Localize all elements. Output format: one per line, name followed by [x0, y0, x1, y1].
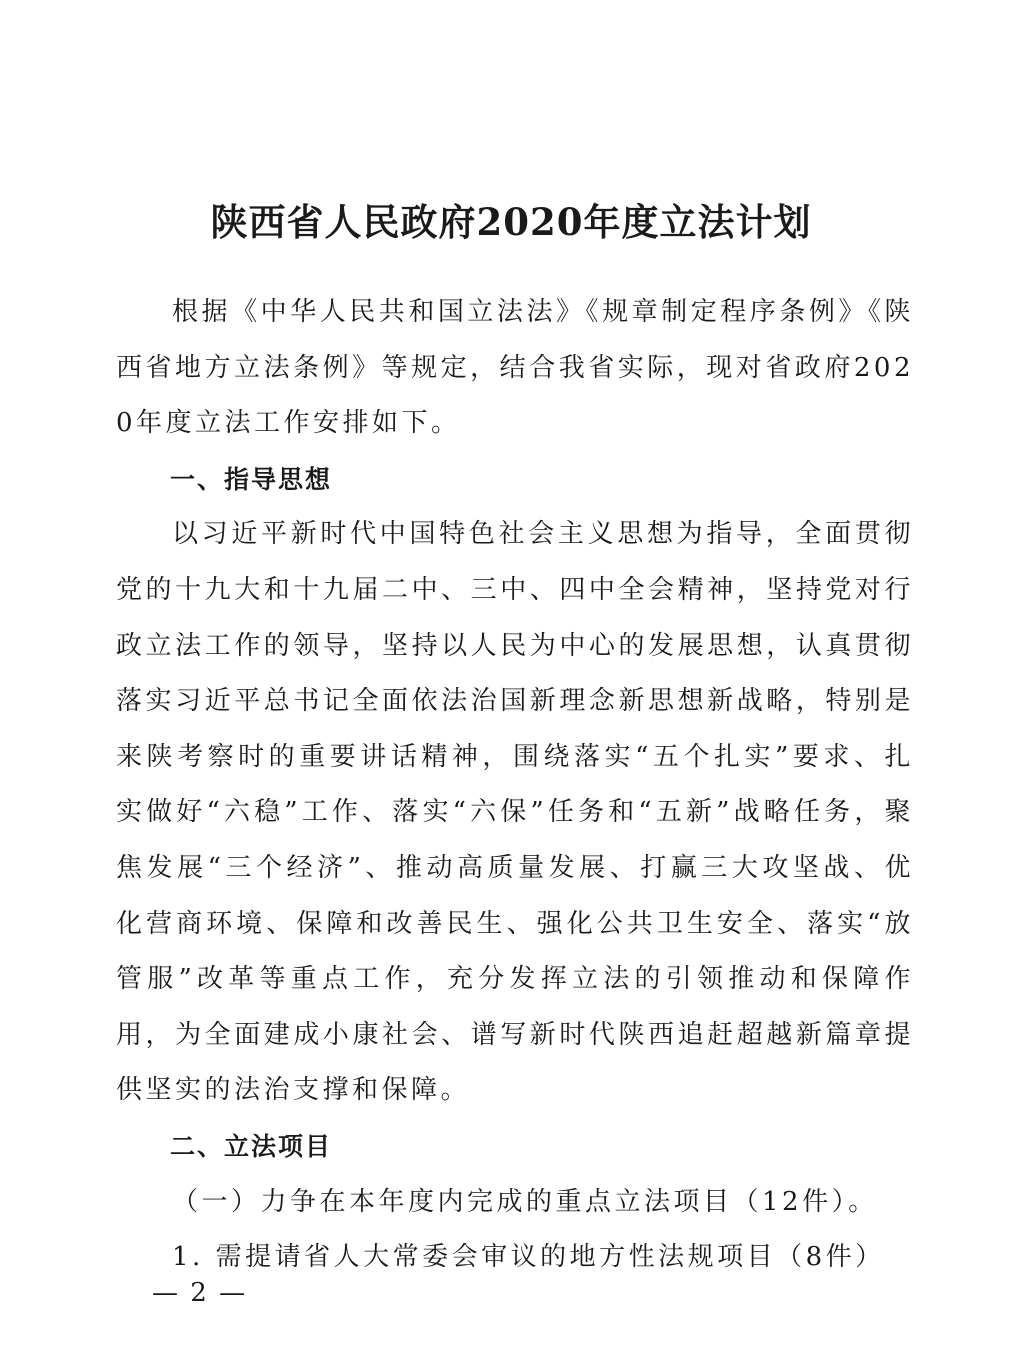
section-heading-legislative-projects: 二、立法项目	[170, 1131, 333, 1161]
legislative-projects-item-2: 1. 需提请省人大常委会审议的地方性法规项目（8件）	[172, 1242, 885, 1273]
guiding-ideology-paragraph: 以习近平新时代中国特色社会主义思想为指导，全面贯彻党的十九大和十九届二中、三中、四中全会精神，坚持党对行政立法工作的领导，坚持以人民为中心的发展思想，认真贯彻落实习近平总书记全面依法治国新理念新思想新战略，特别是来陕考察时的重要讲话精神，围绕落实“五个扎实”要求、扎实做好“六稳”工作、落实“六保”任务和“五新”战略任务，聚焦发展“三个经济”、推动高质量发展、打赢三大攻坚战、优化营商环境、保障和改善民生、强化公共卫生安全、落实“放管服”改革等重点工作，充分发挥立法的引领推动和保障作用，为全面建成小康社会、谱写新时代陕西追赶超越新篇章提供坚实的法治支撑和保障。	[116, 519, 914, 1106]
document-title: 陕西省人民政府2020年度立法计划	[210, 200, 812, 244]
section-heading-guiding-ideology: 一、指导思想	[170, 464, 333, 494]
document-body	[116, 285, 914, 1286]
legislative-projects-item-1: （一）力争在本年度内完成的重点立法项目（12件）。	[172, 1186, 878, 1217]
intro-paragraph: 根据《中华人民共和国立法法》《规章制定程序条例》《陕西省地方立法条例》等规定，结合我省实际，现对省政府2020年度立法工作安排如下。	[116, 297, 914, 439]
page-number: — 2 —	[152, 1278, 248, 1308]
